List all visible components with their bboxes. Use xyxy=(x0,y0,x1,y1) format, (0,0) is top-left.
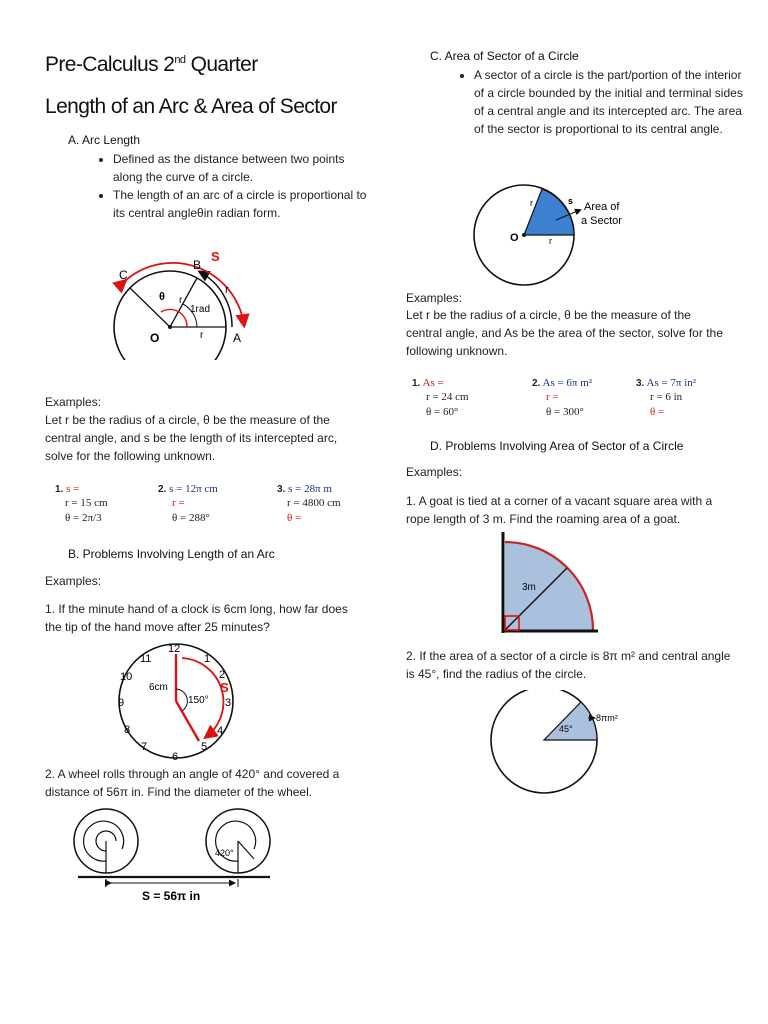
goat-diagram xyxy=(495,530,600,640)
clock-number: 11 xyxy=(140,653,152,665)
label-a: A xyxy=(233,331,242,345)
problem-b2: 2. A wheel rolls through an angle of 420° and covered a distance of 56π in. Find the diameter of the wheel. xyxy=(45,767,340,799)
examples-label: Examples: xyxy=(45,395,102,409)
section-a-intro: Let r be the radius of a circle, θ be the measure of the central angle, and s be the length of its intercepted arc, solve for the following unknown. xyxy=(45,413,338,463)
clock-number: 12 xyxy=(168,643,181,655)
page-subtitle: Length of an Arc & Area of Sector xyxy=(45,95,337,118)
problem-d1: 1. A goat is tied at a corner of a vacant square area with a rope length of 3 m. Find the roaming area of a goat. xyxy=(406,494,713,526)
sector-r: r xyxy=(549,236,552,246)
wheel-diagram xyxy=(70,803,280,905)
label-r: r xyxy=(179,295,183,306)
clock-number: 10 xyxy=(120,671,133,683)
clock-angle: 150° xyxy=(188,695,209,706)
clock-number: 7 xyxy=(141,741,148,753)
bullet-item: • A sector of a circle is the part/portion of the interior of a circle bounded by the initial and terminal sides of a central angle and its intercepted arc. The area of the sector is proportional to its central angle. xyxy=(474,66,744,138)
arc-example-1: 1. s = r = 15 cm θ = 2π/3 xyxy=(55,483,108,524)
clock-diagram xyxy=(108,640,248,762)
sector-r: r xyxy=(530,198,533,208)
arc-example-3: 3. s = 28π m r = 4800 cm θ = xyxy=(277,483,341,524)
arc-length-diagram xyxy=(105,245,280,360)
section-c-intro: Let r be the radius of a circle, θ be the measure of the central angle, and As be the area of the sector, solve for the following unknown. xyxy=(406,308,723,358)
examples-label: Examples: xyxy=(406,291,463,305)
label-b: B xyxy=(193,258,202,272)
sector-label: Area of xyxy=(584,201,620,213)
section-c-heading: C. Area of Sector of a Circle xyxy=(430,49,579,63)
clock-arc-label: S xyxy=(220,680,229,695)
section-c-bullets xyxy=(456,66,744,138)
label-1rad: 1rad xyxy=(190,304,211,315)
wheel-angle: 420° xyxy=(215,848,234,858)
sector-s: s xyxy=(568,196,574,206)
section-a-heading: A. Arc Length xyxy=(68,133,141,147)
clock-number: 6 xyxy=(172,751,179,762)
clock-number: 2 xyxy=(219,669,226,681)
section-a-bullets xyxy=(95,150,373,222)
label-r: r xyxy=(200,330,204,341)
sector-diagram xyxy=(470,180,630,290)
bullet-item: • Defined as the distance between two points along the curve of a circle. xyxy=(113,150,373,186)
section-b-heading: B. Problems Involving Length of an Arc xyxy=(68,547,275,561)
sector2-angle: 45° xyxy=(559,724,573,734)
examples-label: Examples: xyxy=(406,465,463,479)
sector2-diagram xyxy=(490,690,645,802)
clock-number: 1 xyxy=(204,653,211,665)
clock-number: 8 xyxy=(124,724,131,736)
clock-number: 4 xyxy=(217,725,224,737)
arc-example-2: 2. s = 12π cm r = θ = 288° xyxy=(158,483,218,524)
label-theta: θ xyxy=(159,291,165,303)
label-o: O xyxy=(150,331,160,345)
problem-b1: 1. If the minute hand of a clock is 6cm long, how far does the tip of the hand move after 25 minutes? xyxy=(45,602,348,634)
label-c: C xyxy=(119,268,128,282)
label-s: S xyxy=(211,249,220,264)
wheel-distance: S = 56π in xyxy=(142,889,201,903)
sector-example-2: 2. As = 6π m² r = θ = 300° xyxy=(532,377,593,418)
sector-label: a Sector xyxy=(581,215,622,227)
rope-length: 3m xyxy=(522,582,536,593)
label-r: r xyxy=(225,284,229,296)
section-d-heading: D. Problems Involving Area of Sector of a Circle xyxy=(430,439,684,453)
sector-example-1: 1. As = r = 24 cm θ = 60° xyxy=(412,377,469,418)
problem-d2: 2. If the area of a sector of a circle is 8π m² and central angle is 45°, find the radius of the circle. xyxy=(406,649,731,681)
bullet-item: • The length of an arc of a circle is proportional to its central angleθin radian form. xyxy=(113,186,373,222)
clock-number: 3 xyxy=(225,697,232,709)
sector-o: O xyxy=(510,232,519,244)
clock-number: 5 xyxy=(201,741,208,753)
clock-hand-length: 6cm xyxy=(149,682,168,693)
examples-label: Examples: xyxy=(45,574,102,588)
clock-number: 9 xyxy=(118,697,125,709)
page-title: Pre-Calculus 2nd Quarter xyxy=(45,53,258,76)
sector2-area: 8πm² xyxy=(596,713,618,723)
sector-example-3: 3. As = 7π in² r = 6 in θ = xyxy=(636,377,697,418)
